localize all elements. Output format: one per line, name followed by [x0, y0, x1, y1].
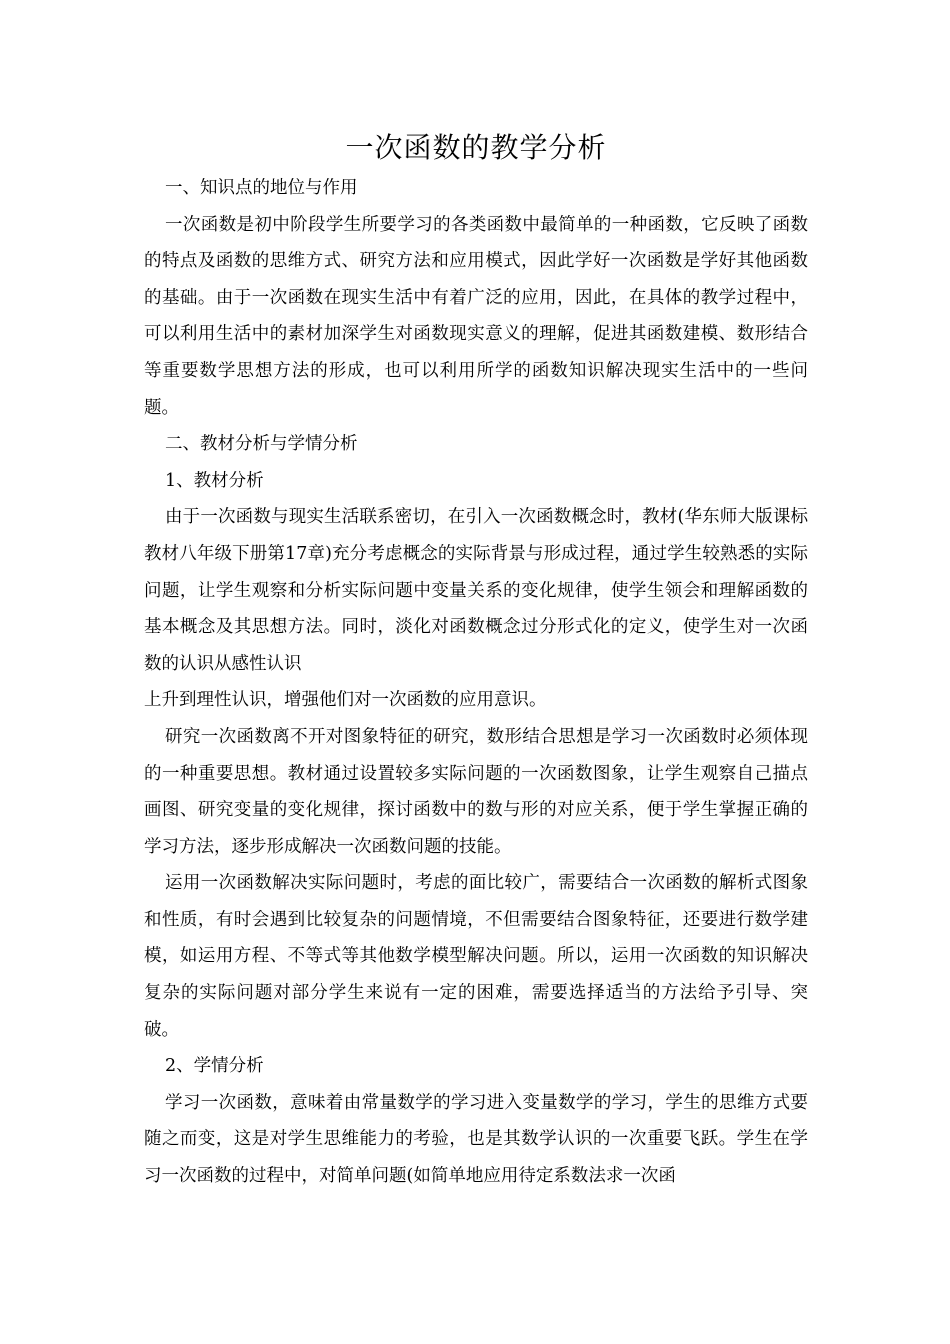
paragraph-textbook-1-continued: 上升到理性认识，增强他们对一次函数的应用意识。 — [144, 690, 547, 711]
document-title: 一次函数的教学分析 — [345, 131, 607, 164]
section-heading-position-role: 一、知识点的地位与作用 — [165, 178, 358, 198]
paragraph-textbook-1: 由于一次函数与现实生活联系密切，在引入一次函数概念时，教材(华东师大版课标教材八年级下册第17章)充分考虑概念的实际背景与形成过程，通过学生较熟悉的实际问题，让学生观察和分析实际问题中变量关系的变化规律，使学生领会和理解函数的基本概念及其思想方法。同时，淡化对函数概念过分形式化的定义，使学生对一次函数的认识从感性认识 — [144, 507, 808, 674]
paragraph-textbook-3: 运用一次函数解决实际问题时，考虑的面比较广，需要结合一次函数的解析式图象和性质，有时会遇到比较复杂的问题情境，不但需要结合图象特征，还要进行数学建模，如运用方程、不等式等其他数学模型解决问题。所以，运用一次函数的知识解决复杂的实际问题对部分学生来说有一定的困难，需要选择适当的方法给予引导、突破。 — [144, 873, 808, 1040]
subsection-heading-textbook: 1、教材分析 — [165, 470, 264, 491]
paragraph-position-role: 一次函数是初中阶段学生所要学习的各类函数中最简单的一种函数，它反映了函数的特点及函数的思维方式、研究方法和应用模式，因此学好一次函数是学好其他函数的基础。由于一次函数在现实生活中有着广泛的应用，因此，在具体的教学过程中，可以利用生活中的素材加深学生对函数现实意义的理解，促进其函数建模、数形结合等重要数学思想方法的形成，也可以利用所学的函数知识解决现实生活中的一些问题。 — [144, 214, 808, 418]
paragraph-learner-1: 学习一次函数，意味着由常量数学的学习进入变量数学的学习，学生的思维方式要随之而变，这是对学生思维能力的考验，也是其数学认识的一次重要飞跃。学生在学习一次函数的过程中，对简单问题(如简单地应用待定系数法求一次函 — [144, 1092, 808, 1187]
subsection-heading-learner: 2、学情分析 — [165, 1056, 264, 1077]
section-heading-analysis: 二、教材分析与学情分析 — [165, 434, 358, 455]
paragraph-textbook-2: 研究一次函数离不开对图象特征的研究，数形结合思想是学习一次函数时必须体现的一种重要思想。教材通过设置较多实际问题的一次函数图象，让学生观察自己描点画图、研究变量的变化规律，探讨函数中的数与形的对应关系，便于学生掌握正确的学习方法，逐步形成解决一次函数问题的技能。 — [144, 726, 808, 857]
document-body — [144, 170, 808, 1195]
